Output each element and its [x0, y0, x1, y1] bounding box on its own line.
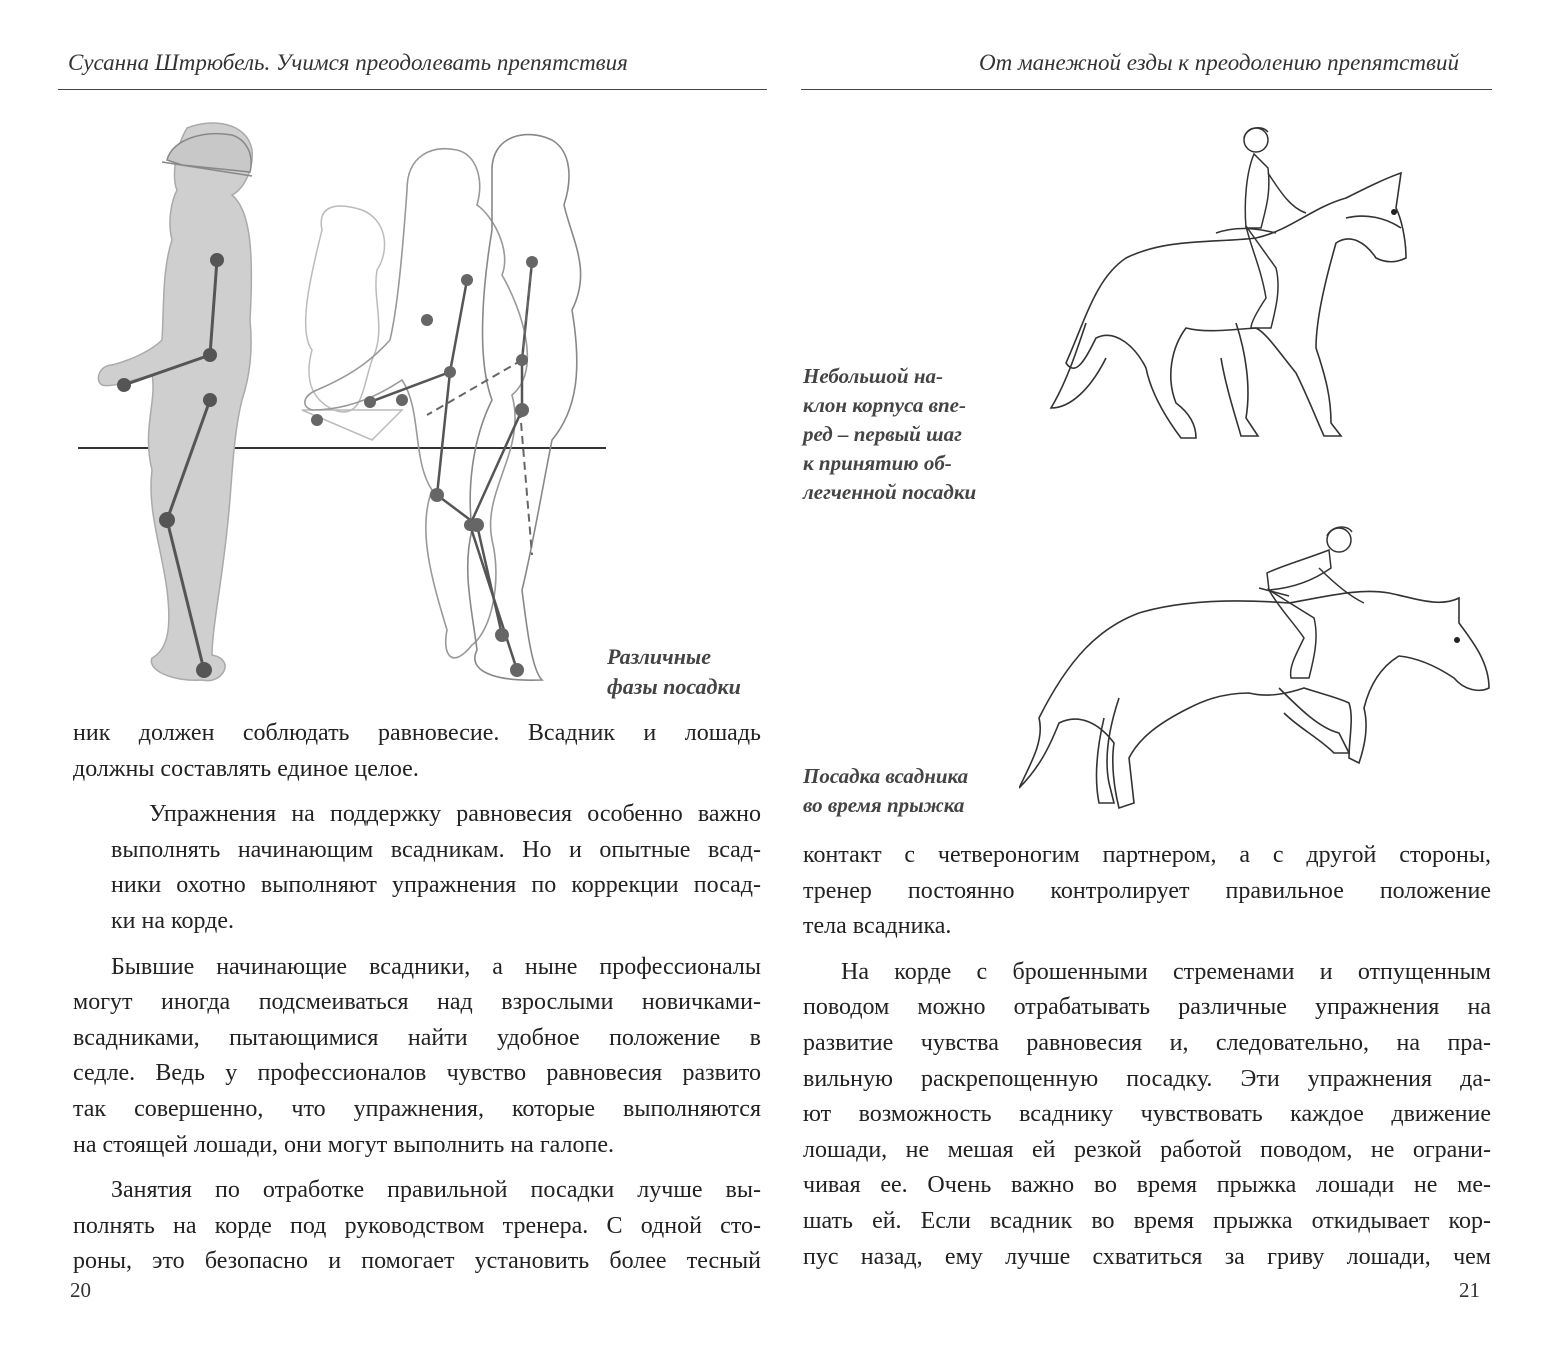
header-rule-left — [58, 89, 767, 90]
text-line: ники охотно выполняют упражнения по коррекции посад- — [111, 872, 761, 899]
text-line: чивая ее. Очень важно во время прыжка лошади не ме- — [803, 1172, 1491, 1199]
skeleton-middle — [370, 262, 532, 670]
text-line: тренер постоянно контролирует правильное положение — [803, 877, 1491, 904]
page-number-right: 21 — [1459, 1278, 1480, 1302]
text-line: должны составлять единое целое. — [73, 755, 419, 782]
text-line: могут иногда подсмеиваться над взрослыми новичками- — [73, 989, 761, 1016]
text-line: шать ей. Если всадник во время прыжка откидывает кор- — [803, 1207, 1491, 1234]
text-line: Бывшие начинающие всадники, а ныне профессионалы — [111, 953, 761, 980]
caption-line: Небольшой на- — [803, 364, 944, 388]
caption-line: Посадка всадника — [803, 764, 969, 788]
caption-line: легченной посадки — [803, 480, 977, 504]
text-line: контакт с четвероногим партнером, а с другой стороны, — [803, 842, 1491, 868]
text-line: выполнять начинающим всадникам. Но и опытные всад- — [111, 836, 761, 863]
text-line: всадниками, пытающимися найти удобное положение в — [73, 1024, 761, 1051]
text-line: роны, это безопасно и помогает установить более тесный — [73, 1248, 761, 1275]
paragraph — [73, 797, 761, 939]
paragraph — [73, 1173, 761, 1280]
seat-phases-figure — [72, 110, 612, 700]
page-number-left: 20 — [70, 1278, 91, 1302]
caption-line: к принятию об- — [803, 451, 952, 475]
text-line: седле. Ведь у профессионалов чувство равновесия развито — [73, 1060, 761, 1087]
paragraph — [73, 950, 761, 1164]
text-line: Занятия по отработке правильной посадки лучше вы- — [111, 1177, 761, 1204]
skeleton-joints-middle — [311, 256, 538, 677]
text-line: На корде с брошенными стременами и отпущенным — [841, 958, 1491, 985]
horse-rider-forward-seat-illustration — [1046, 118, 1416, 453]
text-line: вильную раскрепощенную посадку. Эти упражнения да- — [803, 1065, 1491, 1092]
caption-line: Различные — [607, 644, 711, 669]
text-line: тела всадника. — [803, 913, 952, 940]
text-line: поводом можно отрабатывать различные упражнения на — [803, 994, 1491, 1021]
text-line: полнять на корде под руководством тренера. С одной сто- — [73, 1212, 761, 1239]
paragraph — [803, 838, 1491, 945]
running-head-left: Сусанна Штрюбель. Учимся преодолевать препятствия — [68, 50, 628, 75]
text-line: лошади, не мешая ей резкой работой поводом, не ограни- — [803, 1136, 1491, 1163]
body-text-right — [803, 838, 1491, 1275]
text-line: ют возможность всаднику чувствовать каждое движение — [803, 1101, 1491, 1128]
right-page — [781, 0, 1561, 1363]
caption-line: клон корпуса впе- — [803, 393, 966, 417]
figure-caption-seat-phases — [607, 642, 741, 702]
rider-standing-solid — [98, 123, 252, 681]
text-line: пус назад, ему лучше схватиться за гриву лошади, чем — [803, 1243, 1491, 1270]
paragraph — [803, 955, 1491, 1275]
header-rule-right — [801, 89, 1492, 90]
left-page — [0, 0, 780, 1363]
rider-walk — [1216, 128, 1306, 328]
caption-forward-seat — [803, 362, 976, 507]
paragraph — [73, 716, 761, 787]
running-head-right: От манежной езды к преодолению препятствий — [979, 50, 1459, 75]
text-line: на стоящей лошади, они могут выполнить на галопе. — [73, 1131, 615, 1158]
text-line: ник должен соблюдать равновесие. Всадник и лошадь — [73, 720, 761, 746]
text-line: так совершенно, что упражнения, которые выполняются — [73, 1095, 761, 1122]
body-text-left — [73, 716, 761, 1280]
horse-rider-jump-illustration — [1019, 518, 1499, 818]
caption-line: фазы посадки — [607, 674, 741, 699]
caption-line: ред – первый шаг — [803, 422, 962, 446]
text-line: Упражнения на поддержку равновесия особенно важно — [149, 801, 761, 828]
text-line: ки на корде. — [111, 907, 234, 934]
rider-phase-middle — [305, 149, 527, 658]
caption-line: во время прыжка — [803, 793, 965, 817]
caption-jump-seat — [803, 762, 968, 820]
text-line: развитие чувства равновесия и, следовательно, на пра- — [803, 1029, 1491, 1056]
